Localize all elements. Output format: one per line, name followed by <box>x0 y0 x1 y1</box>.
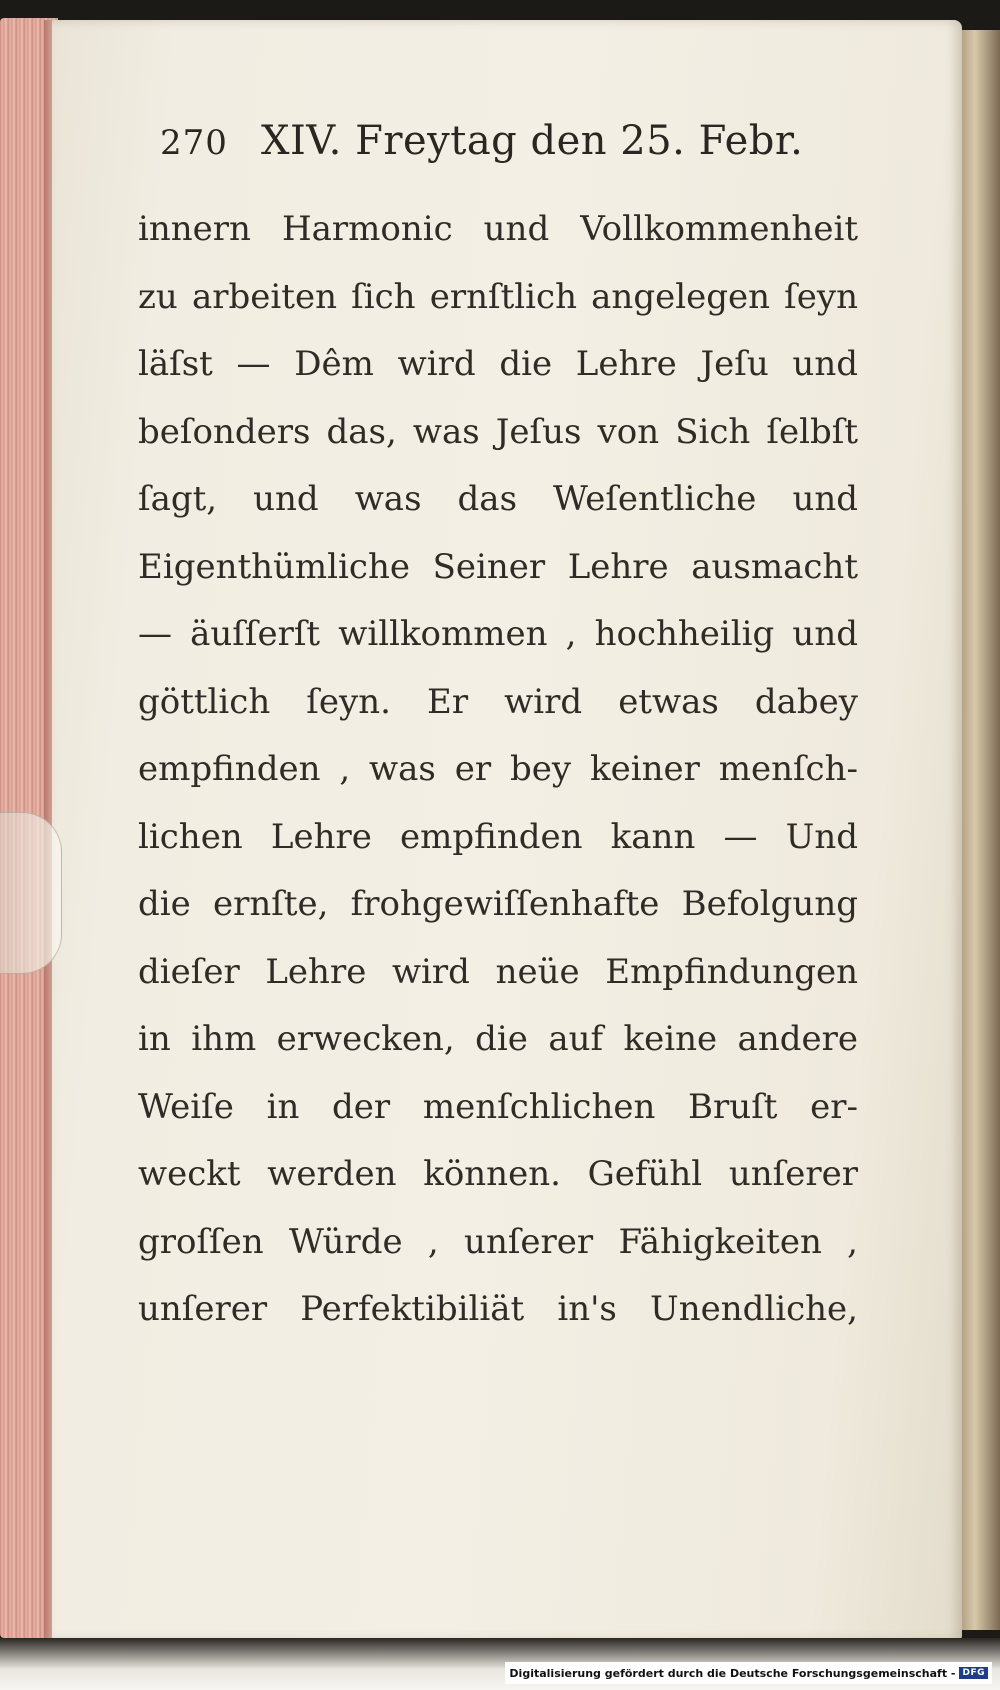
page-header <box>160 118 860 164</box>
digitization-credit <box>505 1662 992 1684</box>
book-page-edges-right <box>958 30 1000 1630</box>
text-line: göttlich ſeyn. Er wird etwas dabey <box>138 681 858 722</box>
text-line: — äuſſerſt willkommen , hochheilig und <box>138 614 858 654</box>
text-line: empfinden , was er bey keiner menſch- <box>138 749 858 789</box>
credit-text: Digitalisierung gefördert durch die Deutsche Forschungsgemeinschaft - <box>509 1666 956 1680</box>
text-line: in ihm erwecken, die auf keine andere <box>138 1019 858 1059</box>
text-line: beſonders das, was Jeſus von Sich ſelbſt <box>138 411 858 452</box>
body-text <box>138 196 858 1344</box>
text-line: Weiſe in der menſchlichen Bruſt er- <box>138 1086 858 1127</box>
page-number: 270 <box>160 123 228 163</box>
page-clip-icon <box>0 812 62 974</box>
text-line: innern Harmonic und Vollkommenheit <box>138 209 858 249</box>
text-line: lichen Lehre empfinden kann — Und <box>138 816 858 857</box>
running-title: XIV. Freytag den 25. Febr. <box>261 118 804 164</box>
text-line: weckt werden können. Gefühl unſerer <box>138 1154 858 1194</box>
text-line: ſagt, und was das Weſentliche und <box>138 479 858 519</box>
text-line: groſſen Würde , unſerer Fähigkeiten , <box>138 1221 858 1262</box>
text-line: zu arbeiten ſich ernſtlich angelegen ſeyn <box>138 276 858 317</box>
text-line: die ernſte, frohgewiſſenhafte Befolgung <box>138 884 858 924</box>
text-line: Eigenthümliche Seiner Lehre ausmacht <box>138 546 858 587</box>
text-line: dieſer Lehre wird neüe Empfindungen <box>138 951 858 992</box>
text-line: unſerer Perfektibiliät in's Unendliche, <box>138 1289 858 1329</box>
text-line: läſst — Dêm wird die Lehre Jeſu und <box>138 344 858 384</box>
dfg-logo-icon: DFG <box>959 1667 988 1679</box>
